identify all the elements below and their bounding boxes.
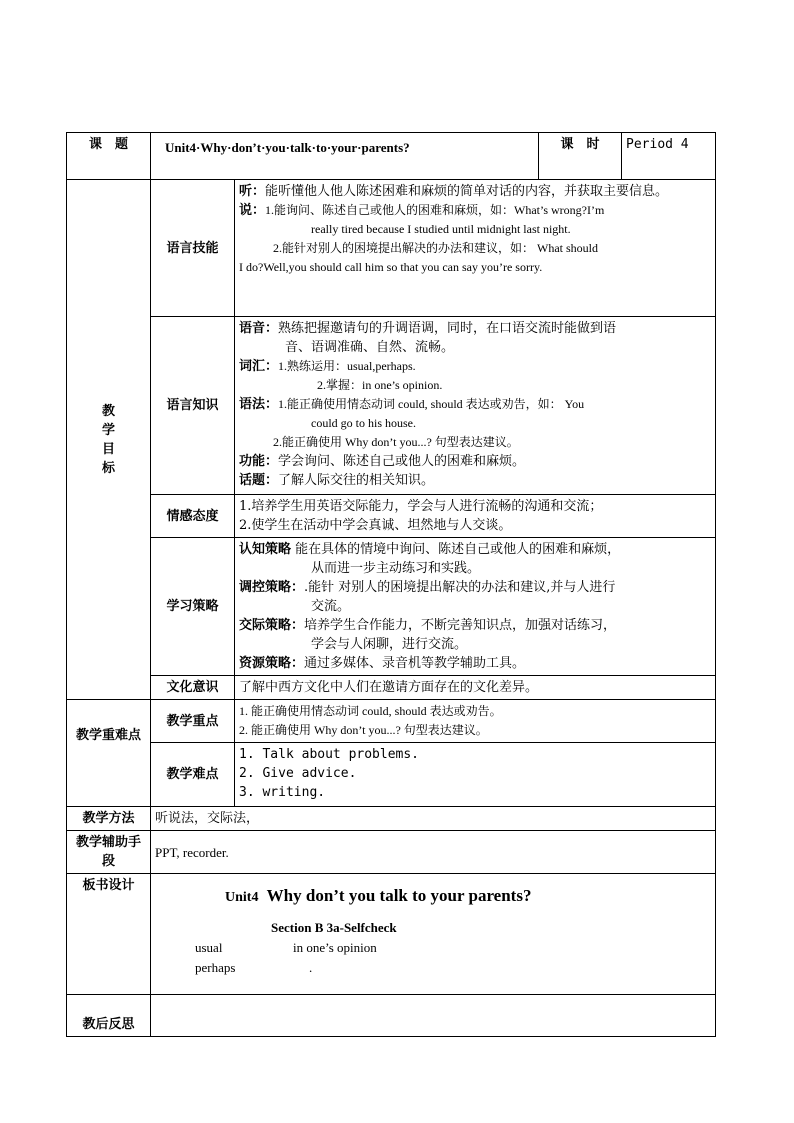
phonetics-label: 语音： (239, 321, 279, 336)
grammar-text-1: 1.能正确使用情态动词 could, should 表达或劝告，如： You (278, 397, 585, 411)
methods-text: 听说法，交际法， (151, 807, 716, 831)
reflection-content[interactable] (151, 995, 716, 1037)
cognitive-text: 能在具体的情境中询问、陈述自己或他人的困难和麻烦， (291, 542, 621, 557)
regulate-label: 调控策略： (239, 580, 305, 595)
language-skills-label: 语言技能 (151, 180, 235, 317)
resource-label: 资源策略： (239, 656, 305, 671)
lesson-title: Unit4·Why·don’t·you·talk·to·your·parents? (151, 133, 539, 180)
board-word-dot: . (309, 960, 313, 975)
board-title-text: Why don’t you talk to your parents? (266, 886, 532, 905)
reflection-row (67, 995, 716, 1037)
attitude-label: 情感态度 (151, 495, 235, 538)
difficulty-item-1: 1. Talk about problems. (239, 747, 420, 762)
regulate-text: .能针 对别人的困境提出解决的办法和建议,并与人进行 (304, 580, 616, 595)
communicate-label: 交际策略： (239, 618, 305, 633)
teaching-goals-label (67, 180, 151, 700)
difficulty-row (67, 743, 716, 807)
focus-item-1: 1. 能正确使用情态动词 could, should 表达或劝告。 (239, 704, 502, 718)
board-design (151, 874, 715, 994)
grammar-text-1b: could go to his house. (311, 416, 416, 430)
phonetics-text-2: 音、语调准确、自然、流畅。 (285, 340, 455, 355)
board-word-usual: usual (195, 940, 223, 955)
focus-content (235, 700, 716, 743)
board-row (67, 874, 716, 995)
topic-label: 课 题 (67, 133, 151, 180)
communicate-text-2: 学会与人闲聊，进行交流。 (311, 637, 468, 652)
language-skills-content (235, 180, 716, 317)
culture-text: 了解中西方文化中人们在邀请方面存在的文化差异。 (235, 676, 716, 700)
vocab-line (239, 357, 711, 376)
strategy-label: 学习策略 (151, 538, 235, 676)
board-content (151, 874, 716, 995)
aids-text: PPT, recorder. (151, 831, 716, 874)
methods-row (67, 807, 716, 831)
focus-item-2: 2. 能正确使用 Why don’t you...? 句型表达建议。 (239, 723, 488, 737)
goals-char-1: 教 (101, 403, 115, 419)
focus-row (67, 700, 716, 743)
board-title (225, 886, 531, 907)
culture-label: 文化意识 (151, 676, 235, 700)
communicate-line (239, 616, 711, 635)
difficulty-content (235, 743, 716, 807)
grammar-text-2: 2.能正确使用 Why don’t you...? 句型表达建议。 (273, 435, 519, 449)
topic-line (239, 471, 711, 490)
communicate-text: 培养学生合作能力，不断完善知识点，加强对话练习， (304, 618, 617, 633)
difficulty-item-3: 3. writing. (239, 785, 326, 800)
speak-line-1 (239, 201, 711, 220)
difficulty-label: 教学难点 (151, 743, 235, 807)
vocab-text-2: 2.掌握：in one’s opinion. (317, 378, 443, 392)
resource-line (239, 654, 711, 673)
function-label: 功能： (239, 454, 279, 469)
function-text: 学会询问、陈述自己或他人的困难和麻烦。 (278, 454, 526, 469)
phonetics-text: 熟练把握邀请句的升调语调，同时，在口语交流时能做到语 (278, 321, 617, 336)
difficulty-item-2: 2. Give advice. (239, 766, 357, 781)
speak-text-1: 1.能询问、陈述自己或他人的困难和麻烦，如：What’s wrong?I’m (265, 203, 605, 217)
function-line (239, 452, 711, 471)
lesson-plan-table (66, 132, 716, 1037)
grammar-line (239, 395, 711, 414)
resource-text: 通过多媒体、录音机等教学辅助工具。 (304, 656, 526, 671)
phonetics-line (239, 319, 711, 338)
key-points-label: 教学重难点 (67, 700, 151, 807)
goals-char-2: 学 (101, 422, 115, 438)
period-label: 课 时 (539, 133, 622, 180)
grammar-label: 语法： (239, 397, 279, 412)
aids-row (67, 831, 716, 874)
strategy-row (67, 538, 716, 676)
regulate-text-2: 交流。 (311, 599, 351, 614)
listen-label: 听： (239, 184, 266, 199)
regulate-line (239, 578, 711, 597)
speak-text-2b: I do?Well,you should call him so that you can say you’re sorry. (239, 260, 543, 274)
cognitive-line (239, 540, 711, 559)
topic-label-inline: 话题： (239, 473, 279, 488)
cognitive-label: 认知策略 (239, 542, 292, 557)
board-label: 板书设计 (67, 874, 151, 995)
board-word-perhaps: perhaps (195, 960, 236, 975)
speak-text-1b: really tired because I studied until midnight last night. (311, 222, 571, 236)
language-knowledge-row (67, 317, 716, 495)
listen-text: 能听懂他人他人陈述困难和麻烦的简单对话的内容，并获取主要信息。 (265, 184, 669, 199)
board-word-opinion: in one’s opinion (293, 940, 377, 955)
period-value: Period 4 (622, 133, 716, 180)
goals-char-3: 目 (101, 441, 115, 457)
vocab-label: 词汇： (239, 359, 279, 374)
topic-text: 了解人际交往的相关知识。 (278, 473, 435, 488)
cognitive-text-2: 从而进一步主动练习和实践。 (311, 561, 481, 576)
language-skills-row (67, 180, 716, 317)
board-section: Section B 3a-Selfcheck (271, 920, 397, 935)
attitude-line-2: 2.使学生在活动中学会真诚、坦然地与人交谈。 (239, 518, 512, 533)
attitude-line-1: 1.培养学生用英语交际能力，学会与人进行流畅的沟通和交流； (239, 499, 603, 514)
methods-label: 教学方法 (67, 807, 151, 831)
board-unit: Unit4 (225, 890, 259, 905)
attitude-row (67, 495, 716, 538)
aids-label: 教学辅助手段 (67, 831, 151, 874)
goals-char-4: 标 (101, 460, 115, 476)
speak-label: 说： (239, 203, 266, 218)
speak-text-2: 2.能针对别人的困境提出解决的办法和建议，如： What should (273, 241, 598, 255)
focus-label: 教学重点 (151, 700, 235, 743)
culture-row (67, 676, 716, 700)
listen-line (239, 182, 711, 201)
language-knowledge-label: 语言知识 (151, 317, 235, 495)
reflection-label: 教后反思 (67, 995, 151, 1037)
language-knowledge-content (235, 317, 716, 495)
strategy-content (235, 538, 716, 676)
attitude-content (235, 495, 716, 538)
vocab-text-1: 1.熟练运用：usual,perhaps. (278, 359, 416, 373)
header-row (67, 133, 716, 180)
